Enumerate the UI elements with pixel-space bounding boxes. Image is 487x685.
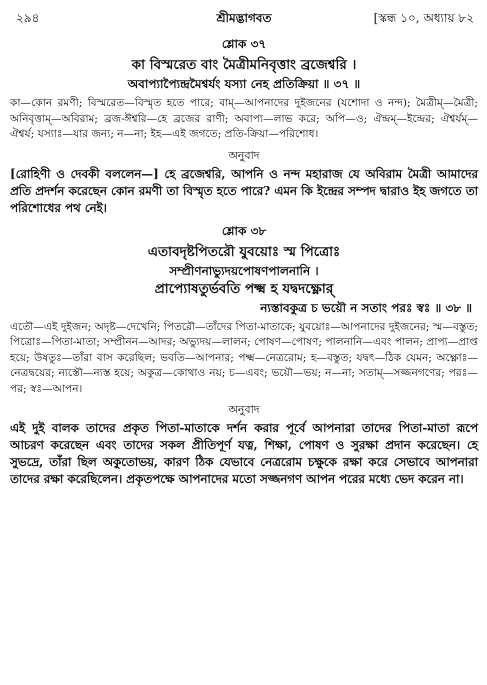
verse-line: কা বিস্মরেত বাং মৈত্রীমনিবৃত্তাং ব্রজেশ্বরি ।	[131, 57, 357, 73]
page	[10, 6, 478, 488]
translation-label: অনুবাদ	[228, 148, 260, 162]
verse-line: অবাপ্যাপ্যৈন্দ্রমৈশ্বর্যং যস্যা নেহ প্রতিক্রিয়া ॥ ৩৭ ॥	[127, 77, 361, 91]
verse-heading: শ্লোক ৩৮	[221, 223, 267, 238]
page-number: ২৯৪	[16, 11, 40, 25]
verse-37	[10, 36, 478, 217]
book-title: শ্রীমদ্ভাগবত	[216, 11, 272, 25]
verse-heading: শ্লোক ৩৭	[221, 37, 267, 51]
verse-38	[10, 223, 478, 489]
translation-label: অনুবাদ	[228, 403, 260, 416]
synonyms: কা—কোন রমণী; বিস্মরেত—বিস্মৃত হতে পারে; বাম্—আপনাদের দুইজনের (যশোদা ও নন্দ); মৈত্রীম্—মৈত্রী; অনিবৃত্তাম্—অবিরাম; ব্রজ-ঈশ্বরি—হে ব্রজের রাণী; অবাপ্য—লাভ করে; অপি—ও; ঐন্দ্রম্—ইন্দ্রের; ঐশ্বর্যম্—ঐশ্বর্য; যস্যাঃ—যার জন্য; ন—না; ইহ—এই জগতে; প্রতি-ক্রিয়া—পরিশোধ।	[10, 97, 478, 140]
chapter-reference: [স্কন্ধ ১০, অধ্যায় ৮২	[373, 11, 474, 25]
verse-line: এতাবদৃষ্টপিতরৌ যুবয়োঃ স্ম পিত্রোঃ	[147, 243, 341, 260]
verse-line: প্রাপ্যোষতুর্ভবতি পক্ষ্ম হ যদ্বদক্ষ্ণোর্	[154, 280, 334, 297]
translation: [রোহিণী ও দেবকী বললেন—] হে ব্রজেশ্বরি, আপনি ও নন্দ মহারাজ যে অবিরাম মৈত্রী আমাদের প্রতি প্রদর্শন করেছেন কোন রমণী তা বিস্মৃত হতে পারে? এমন কি ইন্দ্রের সম্পদ দ্বারাও ইহ জগতে তা পরিশোধের পথ নেই।	[10, 166, 478, 215]
verse-line: ন্যস্তাবকুত্র চ ভয়ৌ ন সতাং পরঃ স্বঃ ॥ ৩৮ ॥	[260, 300, 472, 315]
page-header	[10, 6, 478, 30]
verse-line: সম্প্রীণনাভ্যুদয়পোষণপালনানি ।	[169, 263, 319, 278]
translation: এই দুই বালক তাদের প্রকৃত পিতা-মাতাকে দর্শন করার পূর্বে আপনারা তাদের পিতা-মাতা রূপে আচরণ করেছেন এবং তাদের সকল প্রীতিপূর্ণ যত্ন, শিক্ষা, পোষণ ও সুরক্ষা প্রদান করেছেন। হে সুভদ্রে, তাঁরা ছিল অকুতোভয়, কারণ ঠিক যেভাবে নেত্ররোম চক্ষুকে রক্ষা করে সেভাবে আপনারা তাদের রক্ষা করেছিলেন। প্রকৃতপক্ষে আপনাদের মতো সজ্জনগণ আপন পরের মধ্যে ভেদ করেন না।	[10, 421, 478, 486]
synonyms: এতৌ—এই দুইজন; অদৃষ্ট—দেখেনি; পিতরৌ—তাঁদের পিতা-মাতাকে; যুবয়োঃ—আপনাদের দুইজনের; স্ম—বস্তুত; পিত্রোঃ—পিতা-মাতা; সম্প্রীনন—আদর; অভ্যুদয়—লালন; পোষণ—পোষণ; পালনানি—এবং পালন; প্রাপ্য—প্রাপ্ত হয়ে; উষতুঃ—তাঁরা বাস করেছিল; ভবতি—আপনার; পক্ষ্ম—নেত্ররোম; হ—বস্তুত; যদ্বৎ—ঠিক যেমন; অক্ষ্ণোঃ—নেত্রদ্বয়ের; ন্যস্তৌ—ন্যস্ত হয়ে; অকুত্র—কোথাও নয়; চ—এবং; ভয়ৌ—ভয়; ন—না; সতাম্—সজ্জনগণের; পরঃ—পর; স্বঃ—আপন।	[10, 320, 478, 395]
